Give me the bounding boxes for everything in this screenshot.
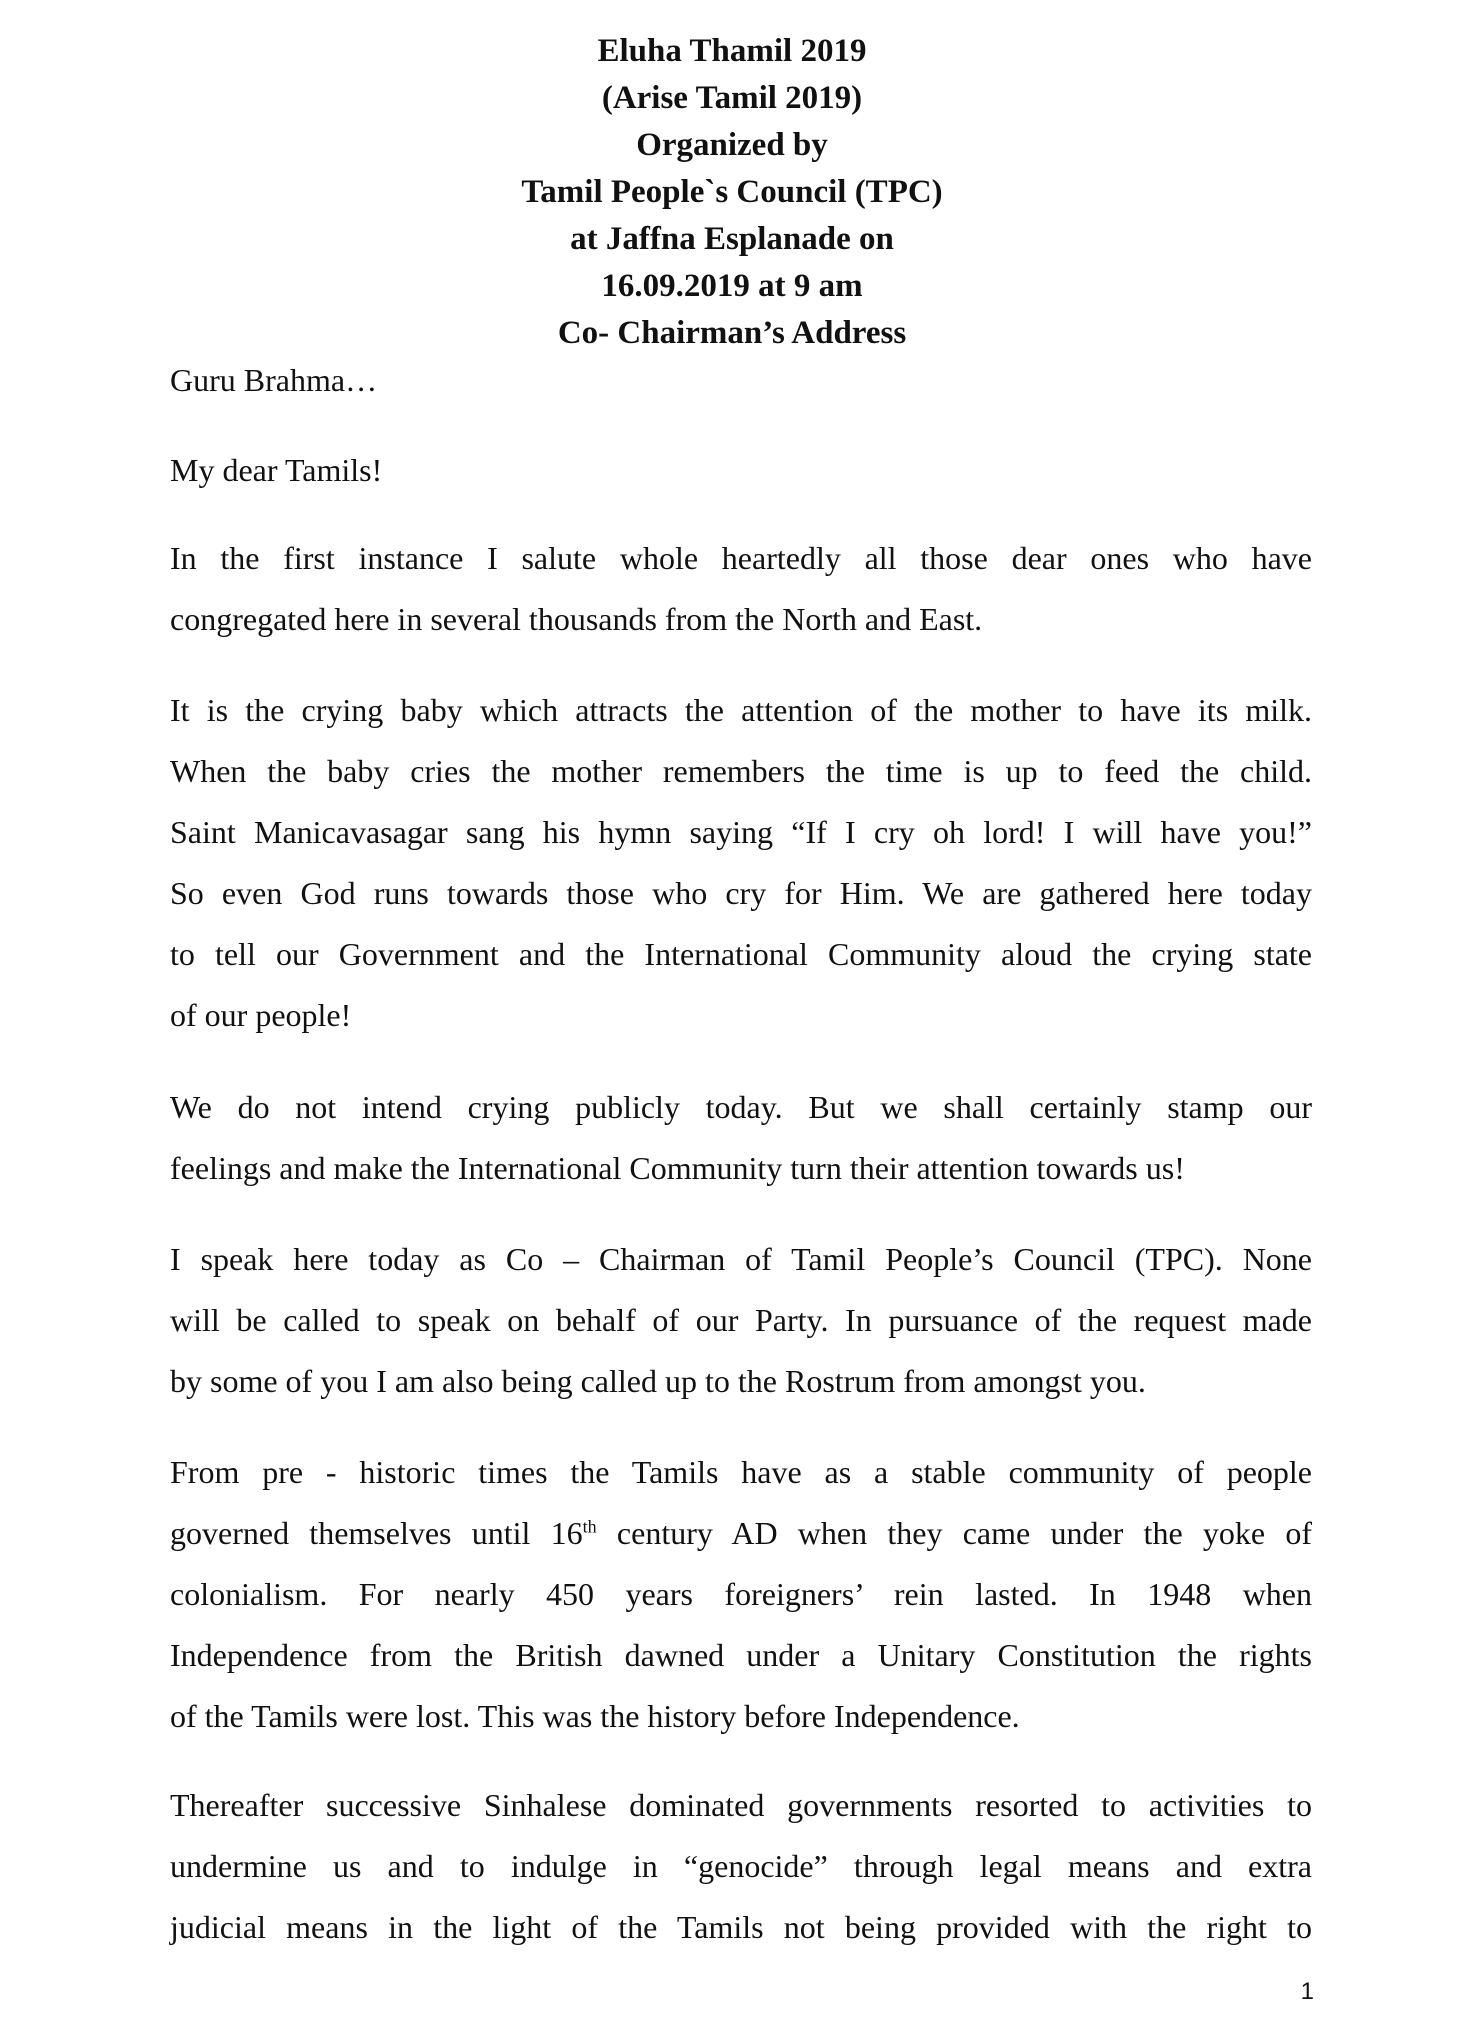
paragraph-line: I speak here today as Co – Chairman of Tamil People’s Council (TPC). None xyxy=(170,1241,1312,1277)
paragraph-3 xyxy=(170,1077,1312,1199)
paragraph-line: Saint Manicavasagar sang his hymn saying “If I cry oh lord! I will have you!” xyxy=(170,814,1312,850)
paragraph-line: by some of you I am also being called up to the Rostrum from amongst you. xyxy=(170,1363,1146,1399)
paragraph-line: From pre - historic times the Tamils have as a stable community of people xyxy=(170,1454,1312,1490)
paragraph-line: So even God runs towards those who cry for Him. We are gathered here today xyxy=(170,875,1312,911)
paragraph-line: of the Tamils were lost. This was the history before Independence. xyxy=(170,1698,1020,1734)
paragraph-line: to tell our Government and the International Community aloud the crying state xyxy=(170,936,1312,972)
invocation: Guru Brahma… xyxy=(170,362,378,398)
paragraph-line: In the first instance I salute whole heartedly all those dear ones who have xyxy=(170,540,1312,576)
paragraph-6 xyxy=(170,1775,1312,1958)
document-title xyxy=(0,28,1464,357)
title-line: Eluha Thamil 2019 xyxy=(597,33,867,69)
title-line: Co- Chairman’s Address xyxy=(557,315,907,351)
line-segment: governed themselves until 16 xyxy=(170,1515,583,1551)
paragraph-line: When the baby cries the mother remembers the time is up to feed the child. xyxy=(170,753,1312,789)
paragraph-2 xyxy=(170,680,1312,1046)
paragraph-1 xyxy=(170,528,1312,650)
paragraph-line: feelings and make the International Community turn their attention towards us! xyxy=(170,1150,1185,1186)
greeting: My dear Tamils! xyxy=(170,452,383,488)
paragraph-line: Independence from the British dawned under a Unitary Constitution the rights xyxy=(170,1637,1312,1673)
line-segment: century AD when they came under the yoke of xyxy=(596,1515,1312,1551)
paragraph-line: of our people! xyxy=(170,997,352,1033)
paragraph-5 xyxy=(170,1442,1312,1747)
paragraph-line: It is the crying baby which attracts the attention of the mother to have its milk. xyxy=(170,692,1312,728)
paragraph-line: undermine us and to indulge in “genocide” through legal means and extra xyxy=(170,1848,1312,1884)
paragraph-line: judicial means in the light of the Tamils not being provided with the right to xyxy=(170,1909,1312,1945)
ordinal-superscript: th xyxy=(582,1516,597,1537)
title-line: Organized by xyxy=(636,127,828,163)
title-line: 16.09.2019 at 9 am xyxy=(601,268,863,304)
paragraph-line: colonialism. For nearly 450 years foreigners’ rein lasted. In 1948 when xyxy=(170,1576,1312,1612)
title-line: (Arise Tamil 2019) xyxy=(601,80,863,116)
paragraph-line-with-superscript xyxy=(170,1503,1312,1564)
title-line: at Jaffna Esplanade on xyxy=(570,221,894,257)
page-number: 1 xyxy=(1300,1978,1314,2005)
paragraph-line: congregated here in several thousands from the North and East. xyxy=(170,601,983,637)
paragraph-line: will be called to speak on behalf of our Party. In pursuance of the request made xyxy=(170,1302,1312,1338)
paragraph-4 xyxy=(170,1229,1312,1412)
paragraph-line: Thereafter successive Sinhalese dominated governments resorted to activities to xyxy=(170,1787,1312,1823)
title-line: Tamil People`s Council (TPC) xyxy=(521,174,943,210)
paragraph-line: We do not intend crying publicly today. But we shall certainly stamp our xyxy=(170,1089,1312,1125)
